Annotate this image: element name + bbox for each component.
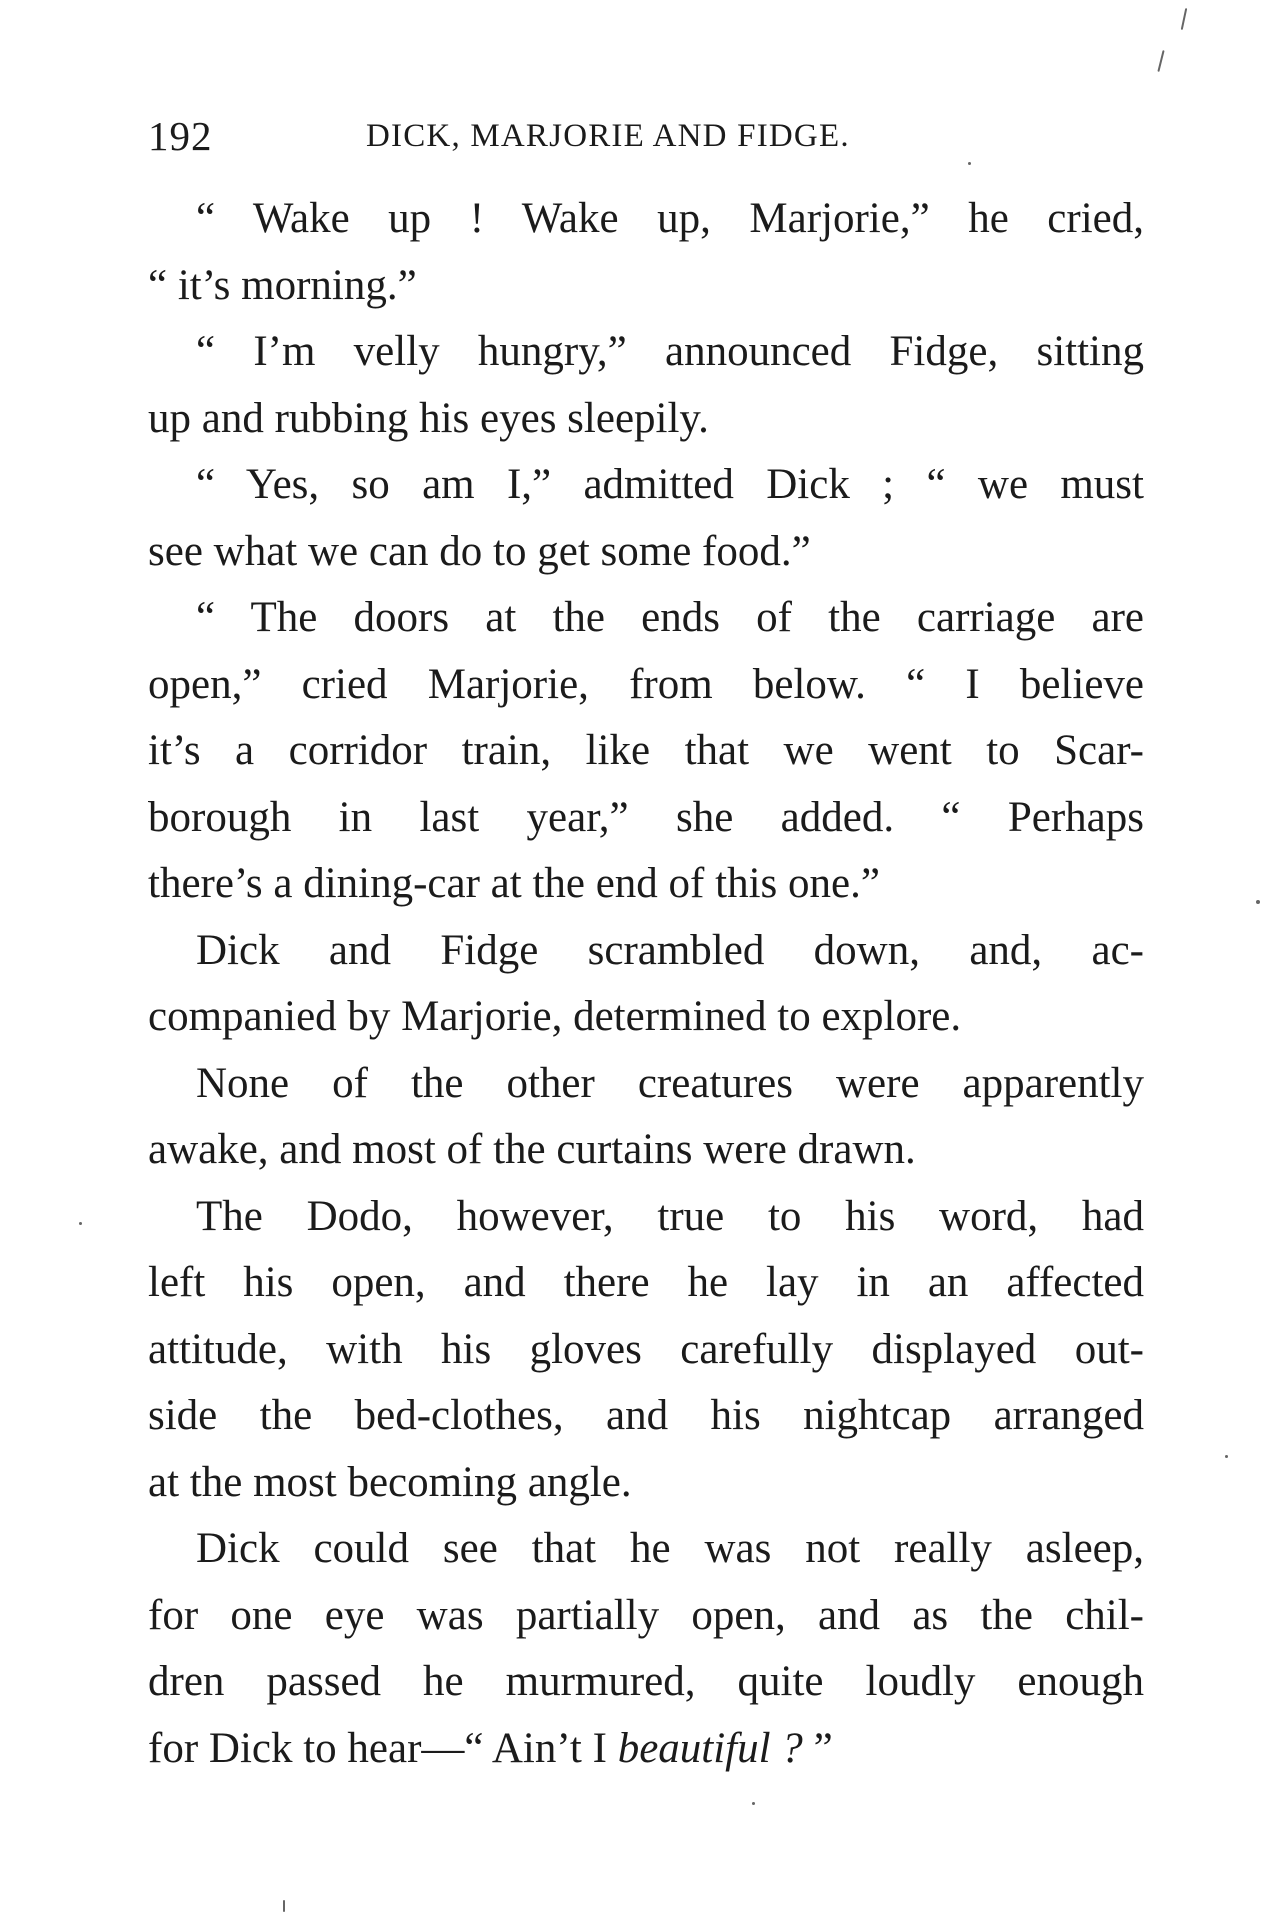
text-line: see what we can do to get some food.” — [148, 527, 811, 575]
text-line: at the most becoming angle. — [148, 1458, 632, 1506]
italic-emphasis: beautiful ? — [617, 1724, 803, 1772]
text-line: awake, and most of the curtains were drawn. — [148, 1126, 916, 1173]
text-line: borough in last year,” she added. “ Perhaps — [148, 793, 1144, 841]
text-line: The Dodo, however, true to his word, had — [196, 1192, 1144, 1240]
text-line: None of the other creatures were apparently — [196, 1059, 1144, 1107]
paper-speck — [1256, 900, 1260, 904]
text-line: side the bed-clothes, and his nightcap arranged — [148, 1392, 1144, 1439]
final-line-text: for Dick to hear—“ Ain’t I — [148, 1724, 618, 1772]
text-line: “ I’m velly hungry,” announced Fidge, sitting — [196, 328, 1144, 375]
text-line: open,” cried Marjorie, from below. “ I believe — [148, 660, 1144, 708]
running-head — [148, 108, 1146, 164]
final-text-line — [148, 1716, 1144, 1783]
page-number: 192 — [148, 113, 213, 159]
text-line: for one eye was partially open, and as the chil- — [148, 1591, 1144, 1639]
paper-speck — [968, 162, 971, 165]
text-line: companied by Marjorie, determined to explore. — [148, 993, 962, 1040]
paper-speck — [1157, 50, 1164, 72]
text-line: attitude, with his gloves carefully displayed out- — [148, 1325, 1144, 1373]
closing-quote: ” — [802, 1724, 833, 1772]
paper-speck — [79, 1222, 82, 1225]
running-title: DICK, MARJORIE AND FIDGE. — [366, 118, 850, 154]
text-line: there’s a dining-car at the end of this one.” — [148, 860, 880, 907]
paper-speck — [1225, 1455, 1228, 1458]
text-line: “ it’s morning.” — [148, 261, 417, 309]
text-line: Dick could see that he was not really asleep, — [196, 1525, 1144, 1572]
text-line: it’s a corridor train, like that we went to Scar- — [148, 727, 1144, 774]
text-line: dren passed he murmured, quite loudly enough — [148, 1658, 1144, 1705]
body-text — [148, 186, 1144, 1782]
text-line: up and rubbing his eyes sleepily. — [148, 394, 709, 442]
paper-speck — [283, 1900, 285, 1912]
text-line: left his open, and there he lay in an affected — [148, 1259, 1144, 1306]
paper-speck — [752, 1802, 755, 1805]
text-line: “ Wake up ! Wake up, Marjorie,” he cried, — [196, 195, 1144, 242]
text-line: Dick and Fidge scrambled down, and, ac- — [196, 926, 1144, 974]
text-line: “ The doors at the ends of the carriage are — [196, 594, 1144, 641]
paper-speck — [1181, 8, 1188, 30]
text-line: “ Yes, so am I,” admitted Dick ; “ we must — [196, 461, 1144, 508]
